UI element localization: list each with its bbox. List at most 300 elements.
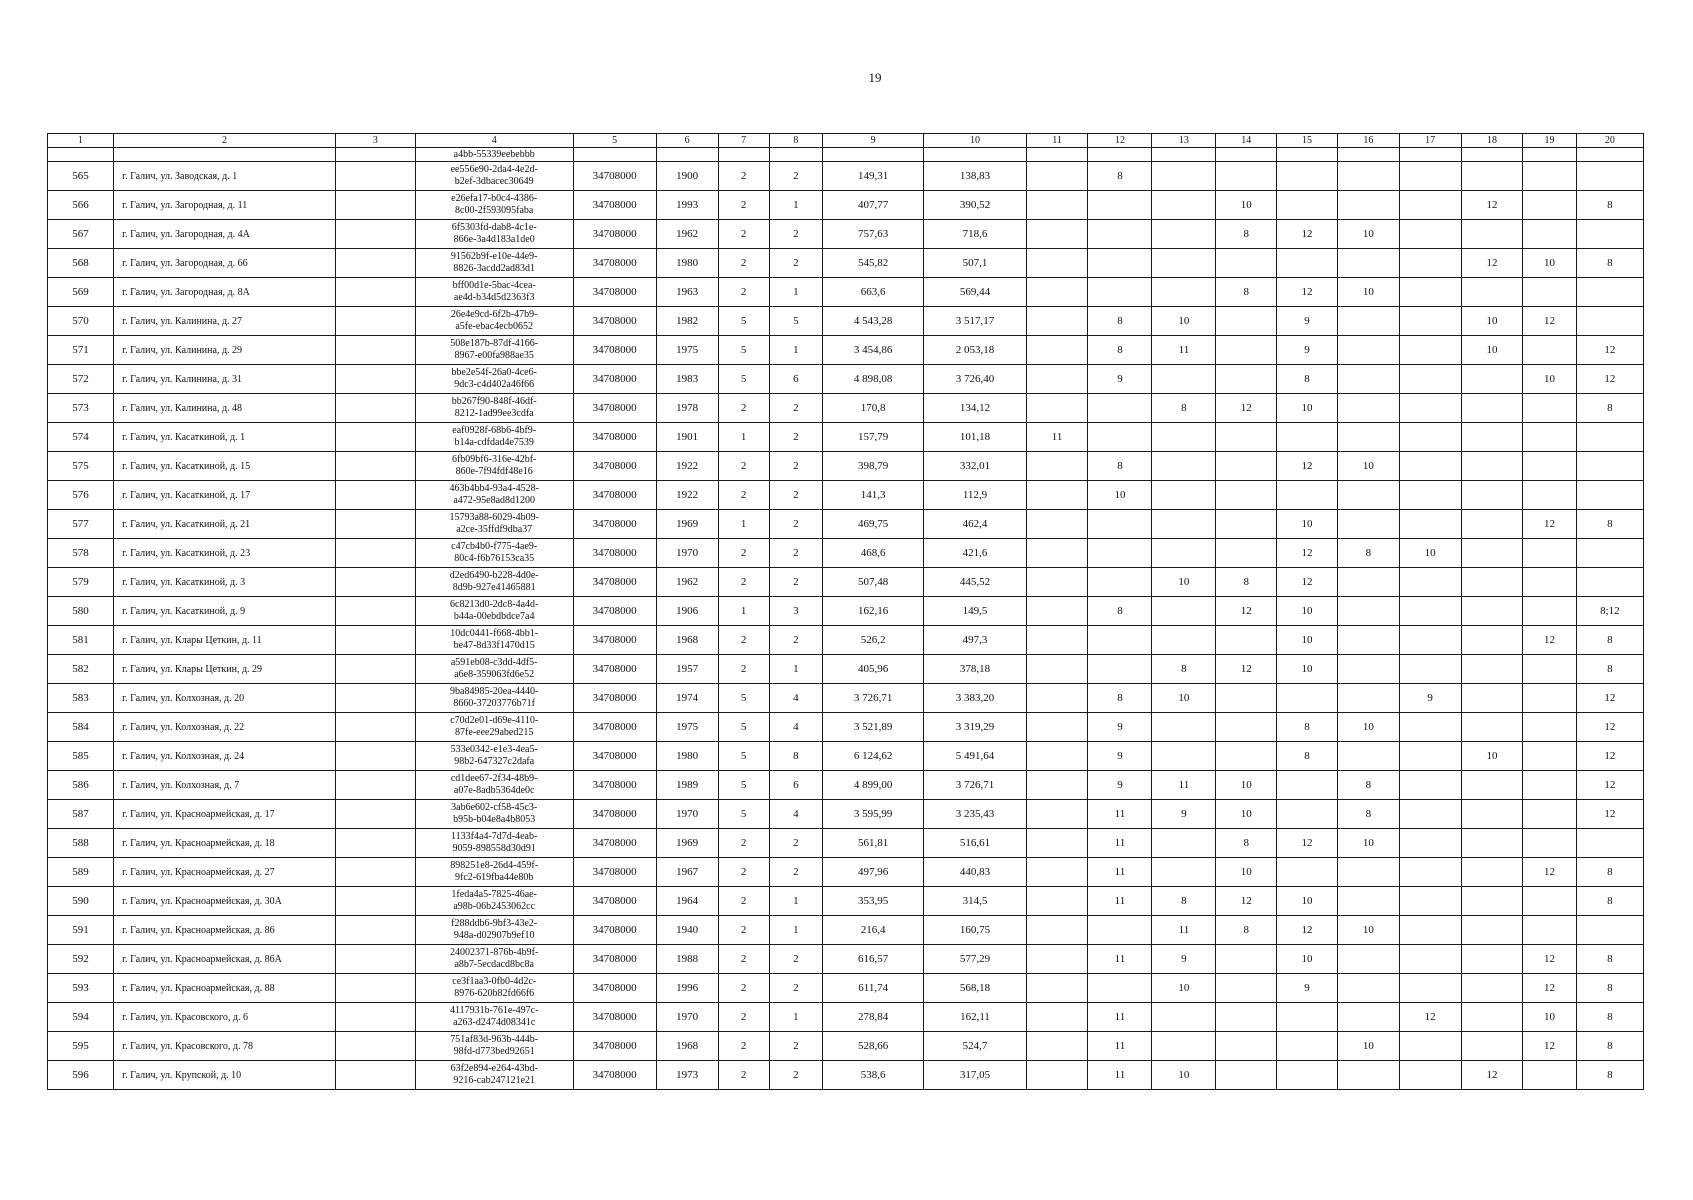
- col-14-cell: 8: [1216, 829, 1277, 858]
- col-header-5: 5: [573, 134, 656, 148]
- fias-code-cell: [415, 336, 573, 365]
- col-18-cell: [1461, 916, 1523, 945]
- col-15-cell: 10: [1277, 945, 1338, 974]
- col-11-cell: [1026, 452, 1088, 481]
- row-number-cell: 588: [48, 829, 114, 858]
- col-14-cell: 8: [1216, 278, 1277, 307]
- col-8-cell: 2: [769, 423, 822, 452]
- fias-code-line-2: a8b7-5ecdacd8bc8a: [454, 959, 534, 970]
- address-cell: г. Галич, ул. Колхозная, д. 7: [114, 771, 336, 800]
- col-17-cell: [1399, 945, 1461, 974]
- col-6-cell: 1968: [656, 1032, 718, 1061]
- col-14-cell: [1216, 365, 1277, 394]
- col-15-cell: [1277, 162, 1338, 191]
- address-cell: г. Галич, ул. Касаткиной, д. 9: [114, 597, 336, 626]
- col-17-cell: [1399, 858, 1461, 887]
- col-18-cell: [1461, 800, 1523, 829]
- table-row: [48, 423, 1644, 452]
- col-header-1: 1: [48, 134, 114, 148]
- fias-code-line-1: 4117931b-761e-497c-: [449, 1005, 539, 1016]
- col-header-12: 12: [1088, 134, 1152, 148]
- col-15-cell: 10: [1277, 655, 1338, 684]
- fias-code-cell: [415, 220, 573, 249]
- col-header-7: 7: [718, 134, 769, 148]
- col-11-cell: [1026, 800, 1088, 829]
- col-17-cell: [1399, 162, 1461, 191]
- table-row: [48, 1061, 1644, 1090]
- col-5-cell: 34708000: [573, 655, 656, 684]
- col-5-cell: 34708000: [573, 249, 656, 278]
- fias-code-line-1: 1feda4a5-7825-46ae-: [451, 889, 537, 900]
- col-11-cell: [1026, 162, 1088, 191]
- col-8-cell: 2: [769, 1032, 822, 1061]
- col-16-cell: 8: [1337, 771, 1399, 800]
- row-number-cell: 586: [48, 771, 114, 800]
- col-17-cell: [1399, 220, 1461, 249]
- address-cell: г. Галич, ул. Загородная, д. 8А: [114, 278, 336, 307]
- address-cell: г. Галич, ул. Красноармейская, д. 86: [114, 916, 336, 945]
- register-table: [47, 133, 1644, 1090]
- address-cell: г. Галич, ул. Калинина, д. 31: [114, 365, 336, 394]
- col-20-cell: 8: [1576, 1003, 1643, 1032]
- col-19-cell: [1523, 336, 1576, 365]
- col-7-cell: 2: [718, 655, 769, 684]
- table-row: [48, 220, 1644, 249]
- col-15-cell: 10: [1277, 887, 1338, 916]
- col-12-cell: 9: [1088, 713, 1152, 742]
- col-13-cell: 11: [1152, 771, 1216, 800]
- col-16-cell: 10: [1337, 916, 1399, 945]
- col-5-cell: 34708000: [573, 452, 656, 481]
- col-5-cell: 34708000: [573, 829, 656, 858]
- col-13-cell: [1152, 1003, 1216, 1032]
- table-row: [48, 655, 1644, 684]
- col-11-cell: [1026, 481, 1088, 510]
- col-header-18: 18: [1461, 134, 1523, 148]
- col-3-cell: [335, 423, 415, 452]
- col-8-cell: 1: [769, 278, 822, 307]
- col-18-cell: 10: [1461, 307, 1523, 336]
- col-3-cell: [335, 568, 415, 597]
- col-header-13: 13: [1152, 134, 1216, 148]
- col-10-cell: 378,18: [924, 655, 1026, 684]
- col-16-cell: [1337, 597, 1399, 626]
- col-header-14: 14: [1216, 134, 1277, 148]
- table-cell: [335, 148, 415, 162]
- row-number-cell: 580: [48, 597, 114, 626]
- table-row: [48, 1032, 1644, 1061]
- col-20-cell: 12: [1576, 713, 1643, 742]
- col-5-cell: 34708000: [573, 1003, 656, 1032]
- col-18-cell: [1461, 220, 1523, 249]
- col-11-cell: [1026, 191, 1088, 220]
- row-number-cell: 577: [48, 510, 114, 539]
- table-cell: [1277, 148, 1338, 162]
- col-13-cell: [1152, 858, 1216, 887]
- col-18-cell: [1461, 568, 1523, 597]
- fias-code-line-1: 26e4e9cd-6f2b-47b9-: [450, 309, 538, 320]
- col-3-cell: [335, 365, 415, 394]
- col-13-cell: [1152, 249, 1216, 278]
- fias-code-line-1: c47cb4b0-f775-4ae9-: [451, 541, 538, 552]
- row-number-cell: 579: [48, 568, 114, 597]
- table-row: [48, 278, 1644, 307]
- col-9-cell: 3 726,71: [823, 684, 924, 713]
- col-10-cell: 569,44: [924, 278, 1026, 307]
- fias-code-cell: [415, 626, 573, 655]
- col-10-cell: 524,7: [924, 1032, 1026, 1061]
- col-5-cell: 34708000: [573, 278, 656, 307]
- col-7-cell: 2: [718, 394, 769, 423]
- col-11-cell: [1026, 713, 1088, 742]
- fias-code-line-1: 6fb09bf6-316e-42bf-: [451, 454, 537, 465]
- col-13-cell: 11: [1152, 916, 1216, 945]
- col-12-cell: [1088, 249, 1152, 278]
- col-8-cell: 1: [769, 191, 822, 220]
- row-number-cell: 593: [48, 974, 114, 1003]
- col-17-cell: [1399, 655, 1461, 684]
- col-19-cell: [1523, 481, 1576, 510]
- col-9-cell: 216,4: [823, 916, 924, 945]
- col-15-cell: [1277, 1032, 1338, 1061]
- col-7-cell: 2: [718, 858, 769, 887]
- col-17-cell: [1399, 481, 1461, 510]
- col-3-cell: [335, 191, 415, 220]
- col-10-cell: 568,18: [924, 974, 1026, 1003]
- col-8-cell: 2: [769, 626, 822, 655]
- fias-code-line-1: f288ddb6-9bf3-43e2-: [451, 918, 538, 929]
- col-header-15: 15: [1277, 134, 1338, 148]
- col-5-cell: 34708000: [573, 510, 656, 539]
- col-14-cell: 10: [1216, 858, 1277, 887]
- table-row: [48, 249, 1644, 278]
- col-12-cell: 10: [1088, 481, 1152, 510]
- col-18-cell: [1461, 945, 1523, 974]
- col-18-cell: [1461, 1003, 1523, 1032]
- col-12-cell: 11: [1088, 858, 1152, 887]
- col-18-cell: [1461, 481, 1523, 510]
- address-cell: г. Галич, ул. Касаткиной, д. 3: [114, 568, 336, 597]
- fias-code-cell: [415, 307, 573, 336]
- col-8-cell: 2: [769, 858, 822, 887]
- col-7-cell: 2: [718, 481, 769, 510]
- col-18-cell: [1461, 452, 1523, 481]
- col-16-cell: 10: [1337, 829, 1399, 858]
- fias-code-line-2: 9dc3-c4d402a46f66: [454, 379, 535, 390]
- col-14-cell: [1216, 1032, 1277, 1061]
- col-20-cell: 8: [1576, 1032, 1643, 1061]
- col-12-cell: 11: [1088, 1003, 1152, 1032]
- col-19-cell: 10: [1523, 249, 1576, 278]
- table-cell: [1026, 148, 1088, 162]
- fias-code-line-2: a6e8-359063fd6e52: [454, 669, 535, 680]
- fias-code-line-1: e26efa17-b0c4-4386-: [451, 193, 538, 204]
- column-number-row: [48, 134, 1644, 148]
- col-16-cell: [1337, 249, 1399, 278]
- col-17-cell: [1399, 742, 1461, 771]
- col-7-cell: 2: [718, 945, 769, 974]
- fias-code-cell: [415, 481, 573, 510]
- col-18-cell: [1461, 1032, 1523, 1061]
- col-10-cell: 5 491,64: [924, 742, 1026, 771]
- fias-code-line-1: 508e187b-87df-4166-: [450, 338, 539, 349]
- fias-code-cell: [415, 974, 573, 1003]
- col-20-cell: 8: [1576, 887, 1643, 916]
- row-number-cell: 565: [48, 162, 114, 191]
- fias-code-cell: [415, 365, 573, 394]
- col-10-cell: 2 053,18: [924, 336, 1026, 365]
- col-20-cell: [1576, 220, 1643, 249]
- address-cell: г. Галич, ул. Калинина, д. 48: [114, 394, 336, 423]
- col-9-cell: 4 543,28: [823, 307, 924, 336]
- address-cell: г. Галич, ул. Красноармейская, д. 18: [114, 829, 336, 858]
- fias-code-line-2: be47-8d33f1470d15: [453, 640, 535, 651]
- col-6-cell: 1970: [656, 539, 718, 568]
- row-number-cell: 568: [48, 249, 114, 278]
- col-7-cell: 2: [718, 887, 769, 916]
- col-11-cell: [1026, 365, 1088, 394]
- col-5-cell: 34708000: [573, 916, 656, 945]
- col-5-cell: 34708000: [573, 713, 656, 742]
- col-17-cell: [1399, 829, 1461, 858]
- col-5-cell: 34708000: [573, 800, 656, 829]
- col-5-cell: 34708000: [573, 597, 656, 626]
- col-5-cell: 34708000: [573, 336, 656, 365]
- fias-code-line-2: 8c00-2f593095faba: [455, 205, 534, 216]
- col-7-cell: 1: [718, 597, 769, 626]
- col-14-cell: 10: [1216, 771, 1277, 800]
- col-10-cell: 332,01: [924, 452, 1026, 481]
- table-cell: [114, 148, 336, 162]
- col-13-cell: 10: [1152, 1061, 1216, 1090]
- col-10-cell: 134,12: [924, 394, 1026, 423]
- col-header-4: 4: [415, 134, 573, 148]
- col-7-cell: 2: [718, 278, 769, 307]
- fias-code-line-2: 80c4-f6b76153ca35: [454, 553, 535, 564]
- col-5-cell: 34708000: [573, 945, 656, 974]
- row-number-cell: 571: [48, 336, 114, 365]
- fias-code-line-1: 63f2e894-e264-43bd-: [450, 1063, 538, 1074]
- fias-code-line-1: c70d2e01-d69e-4110-: [450, 715, 539, 726]
- col-6-cell: 1922: [656, 481, 718, 510]
- col-20-cell: 8: [1576, 626, 1643, 655]
- col-11-cell: [1026, 539, 1088, 568]
- fias-code-cell: [415, 829, 573, 858]
- col-18-cell: [1461, 394, 1523, 423]
- col-10-cell: 445,52: [924, 568, 1026, 597]
- col-3-cell: [335, 597, 415, 626]
- col-15-cell: 12: [1277, 829, 1338, 858]
- col-9-cell: 157,79: [823, 423, 924, 452]
- col-8-cell: 2: [769, 452, 822, 481]
- col-20-cell: 8: [1576, 655, 1643, 684]
- col-20-cell: [1576, 278, 1643, 307]
- col-15-cell: [1277, 1003, 1338, 1032]
- col-6-cell: 1980: [656, 742, 718, 771]
- table-row: [48, 916, 1644, 945]
- col-6-cell: 1962: [656, 568, 718, 597]
- col-20-cell: 8: [1576, 858, 1643, 887]
- col-18-cell: [1461, 278, 1523, 307]
- col-3-cell: [335, 974, 415, 1003]
- col-9-cell: 353,95: [823, 887, 924, 916]
- col-6-cell: 1980: [656, 249, 718, 278]
- col-19-cell: 12: [1523, 307, 1576, 336]
- col-11-cell: [1026, 568, 1088, 597]
- fias-code-line-2: 87fe-eee29abed215: [455, 727, 534, 738]
- col-12-cell: [1088, 539, 1152, 568]
- col-19-cell: [1523, 423, 1576, 452]
- col-6-cell: 1989: [656, 771, 718, 800]
- fias-code-cell: [415, 655, 573, 684]
- col-14-cell: 8: [1216, 568, 1277, 597]
- continuation-row: [48, 148, 1644, 162]
- col-13-cell: [1152, 162, 1216, 191]
- col-6-cell: 1978: [656, 394, 718, 423]
- col-16-cell: [1337, 394, 1399, 423]
- col-19-cell: 12: [1523, 626, 1576, 655]
- col-9-cell: 3 595,99: [823, 800, 924, 829]
- col-17-cell: [1399, 423, 1461, 452]
- col-6-cell: 1973: [656, 1061, 718, 1090]
- col-8-cell: 6: [769, 771, 822, 800]
- col-header-8: 8: [769, 134, 822, 148]
- col-7-cell: 2: [718, 162, 769, 191]
- col-19-cell: [1523, 800, 1576, 829]
- col-9-cell: 3 454,86: [823, 336, 924, 365]
- row-number-cell: 595: [48, 1032, 114, 1061]
- col-19-cell: [1523, 655, 1576, 684]
- address-cell: г. Галич, ул. Касаткиной, д. 1: [114, 423, 336, 452]
- col-20-cell: 8: [1576, 249, 1643, 278]
- col-9-cell: 469,75: [823, 510, 924, 539]
- col-10-cell: 3 726,71: [924, 771, 1026, 800]
- address-cell: г. Галич, ул. Колхозная, д. 22: [114, 713, 336, 742]
- table-cell: [1576, 148, 1643, 162]
- col-5-cell: 34708000: [573, 771, 656, 800]
- fias-code-line-2: 8976-620b82fd66f6: [454, 988, 535, 999]
- fias-code-line-1: 91562b9f-e10e-44e9-: [450, 251, 538, 262]
- col-13-cell: 8: [1152, 394, 1216, 423]
- col-3-cell: [335, 829, 415, 858]
- col-13-cell: [1152, 539, 1216, 568]
- col-11-cell: [1026, 394, 1088, 423]
- col-12-cell: 11: [1088, 800, 1152, 829]
- col-9-cell: 405,96: [823, 655, 924, 684]
- fias-code-line-2: 9fc2-619fba44e80b: [455, 872, 534, 883]
- col-14-cell: 8: [1216, 916, 1277, 945]
- col-11-cell: [1026, 1061, 1088, 1090]
- fias-code-line-2: 8967-e00fa988ae35: [454, 350, 534, 361]
- row-number-cell: 573: [48, 394, 114, 423]
- table-cell: [48, 148, 114, 162]
- col-20-cell: 8: [1576, 394, 1643, 423]
- col-6-cell: 1940: [656, 916, 718, 945]
- fias-code-cell: [415, 597, 573, 626]
- col-12-cell: [1088, 220, 1152, 249]
- fias-code-line-2: 860e-7f94fdf48e16: [455, 466, 533, 477]
- col-5-cell: 34708000: [573, 423, 656, 452]
- table-cell: [656, 148, 718, 162]
- fias-code-line-1: bbe2e54f-26a0-4ce6-: [451, 367, 537, 378]
- col-8-cell: 2: [769, 162, 822, 191]
- fias-code-line-2: b95b-b04e8a4b8053: [453, 814, 536, 825]
- fias-code-cell: [415, 916, 573, 945]
- fias-code-line-2: 8212-1ad99ee3cdfa: [454, 408, 534, 419]
- col-15-cell: [1277, 481, 1338, 510]
- col-11-cell: [1026, 887, 1088, 916]
- col-9-cell: 407,77: [823, 191, 924, 220]
- fias-code-line-1: eaf0928f-68b6-4bf9-: [452, 425, 537, 436]
- fias-code-line-1: ce3f1aa3-0fb0-4d2c-: [452, 976, 537, 987]
- col-14-cell: [1216, 510, 1277, 539]
- col-17-cell: [1399, 452, 1461, 481]
- fias-code-line-2: 8d9b-927e41465881: [452, 582, 536, 593]
- address-cell: г. Галич, ул. Касаткиной, д. 21: [114, 510, 336, 539]
- col-19-cell: [1523, 597, 1576, 626]
- table-row: [48, 365, 1644, 394]
- col-15-cell: 8: [1277, 365, 1338, 394]
- col-12-cell: [1088, 191, 1152, 220]
- col-17-cell: [1399, 1032, 1461, 1061]
- col-19-cell: [1523, 916, 1576, 945]
- col-5-cell: 34708000: [573, 481, 656, 510]
- fias-code-line-2: b14a-cdfdad4e7539: [454, 437, 534, 448]
- fias-code-line-2: a472-95e8ad8d1200: [453, 495, 536, 506]
- col-18-cell: 12: [1461, 249, 1523, 278]
- table-cell: [1523, 148, 1576, 162]
- col-15-cell: 12: [1277, 452, 1338, 481]
- col-12-cell: 8: [1088, 684, 1152, 713]
- col-13-cell: 8: [1152, 887, 1216, 916]
- fias-code-line-1: 3ab6e602-cf58-45c3-: [451, 802, 538, 813]
- col-8-cell: 2: [769, 249, 822, 278]
- address-cell: г. Галич, ул. Загородная, д. 4А: [114, 220, 336, 249]
- col-7-cell: 5: [718, 684, 769, 713]
- col-6-cell: 1983: [656, 365, 718, 394]
- table-row: [48, 568, 1644, 597]
- row-number-cell: 569: [48, 278, 114, 307]
- col-17-cell: 10: [1399, 539, 1461, 568]
- col-11-cell: [1026, 974, 1088, 1003]
- col-5-cell: 34708000: [573, 974, 656, 1003]
- col-17-cell: [1399, 278, 1461, 307]
- col-3-cell: [335, 307, 415, 336]
- col-12-cell: 9: [1088, 365, 1152, 394]
- col-14-cell: [1216, 1003, 1277, 1032]
- col-14-cell: [1216, 452, 1277, 481]
- col-10-cell: 462,4: [924, 510, 1026, 539]
- col-16-cell: 10: [1337, 278, 1399, 307]
- col-16-cell: [1337, 365, 1399, 394]
- table-row: [48, 829, 1644, 858]
- col-7-cell: 1: [718, 423, 769, 452]
- table-row: [48, 162, 1644, 191]
- col-12-cell: 8: [1088, 162, 1152, 191]
- col-header-2: 2: [114, 134, 336, 148]
- table-row: [48, 974, 1644, 1003]
- table-cell: [1461, 148, 1523, 162]
- col-18-cell: [1461, 713, 1523, 742]
- col-18-cell: [1461, 423, 1523, 452]
- table-row: [48, 191, 1644, 220]
- col-13-cell: [1152, 191, 1216, 220]
- address-cell: г. Галич, ул. Касаткиной, д. 23: [114, 539, 336, 568]
- col-3-cell: [335, 162, 415, 191]
- col-16-cell: [1337, 887, 1399, 916]
- col-6-cell: 1993: [656, 191, 718, 220]
- fias-code-line-1: 533e0342-e1e3-4ea5-: [450, 744, 538, 755]
